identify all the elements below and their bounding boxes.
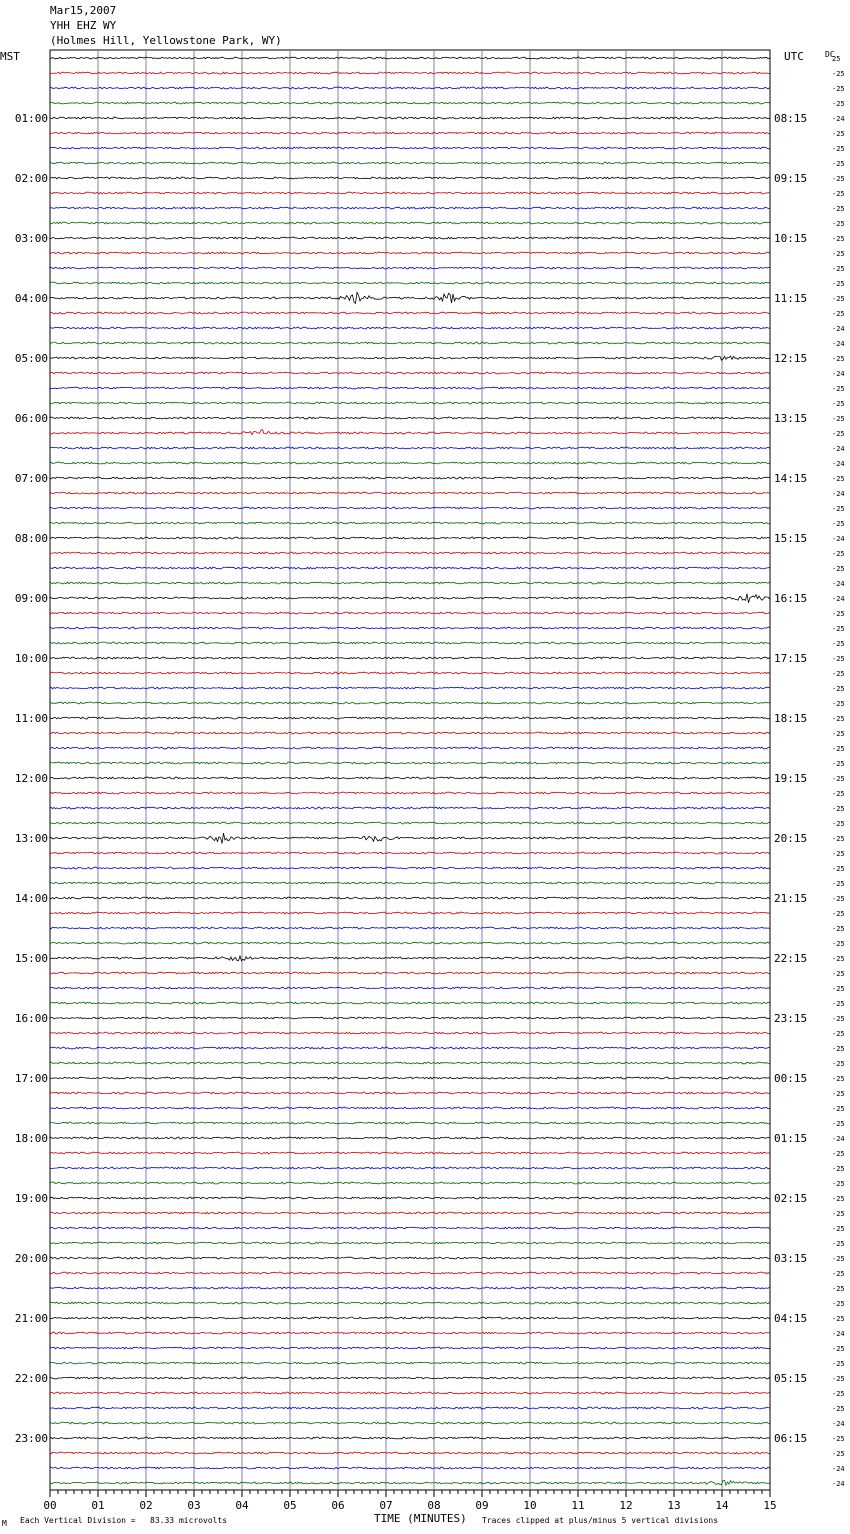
dc-offset-label: -25 [832,355,845,363]
trace-row [50,1467,770,1469]
dc-offset-label: -25 [832,745,845,753]
trace-row [50,147,770,149]
dc-offset-label: -24 [832,580,845,588]
x-tick-label: 01 [91,1499,105,1512]
trace-row [50,162,770,164]
trace-row [50,747,770,749]
x-tick-label: 13 [667,1499,681,1512]
hour-label-right: 20:15 [774,832,808,845]
hour-label-left: 14:00 [14,892,48,905]
dc-offset-label: -25 [832,850,845,858]
x-tick-label: 12 [619,1499,633,1512]
dc-offset-label: -25 [832,880,845,888]
dc-offset-label: -25 [832,70,845,78]
dc-offset-label: -25 [832,520,845,528]
trace-row [50,522,770,524]
hour-label-left: 02:00 [14,172,48,185]
x-tick-label: 00 [43,1499,57,1512]
dc-offset-label: -25 [832,685,845,693]
dc-offset-label: -25 [832,1210,845,1218]
trace-row [50,987,770,989]
dc-offset-label: -25 [832,985,845,993]
dc-offset-label: -24 [832,1420,845,1428]
hour-label-left: 13:00 [14,832,48,845]
dc-offset-label: -24 [832,1135,845,1143]
trace-row [50,57,770,59]
hour-label-left: 16:00 [14,1012,48,1025]
dc-offset-label: -25 [832,1255,845,1263]
trace-row [50,402,770,404]
dc-offset-label: -25 [832,760,845,768]
x-tick-label: 05 [283,1499,297,1512]
hour-label-left: 20:00 [14,1252,48,1265]
trace-row [50,1480,770,1485]
trace-row [50,956,770,961]
dc-offset-label: -25 [832,1285,845,1293]
dc-offset-label: -25 [832,955,845,963]
hour-label-left: 05:00 [14,352,48,365]
hour-label-right: 05:15 [774,1372,808,1385]
x-tick-label: 04 [235,1499,249,1512]
dc-offset-label: -25 [832,280,845,288]
dc-offset-label: -25 [832,910,845,918]
trace-row [50,207,770,209]
dc-offset-label: -25 [832,820,845,828]
hour-label-left: 15:00 [14,952,48,965]
dc-offset-label: -24 [832,490,845,498]
x-tick-label: 14 [715,1499,729,1512]
dc-offset-label: -25 [832,100,845,108]
dc-offset-label: -25 [832,1120,845,1128]
dc-offset-label: -25 [832,1075,845,1083]
trace-row [50,1362,770,1364]
dc-offset-label: -25 [832,1090,845,1098]
hour-label-right: 08:15 [774,112,808,125]
dc-offset-label: -24 [832,340,845,348]
hour-label-right: 06:15 [774,1432,808,1445]
trace-row [50,477,770,479]
hour-label-left: 23:00 [14,1432,48,1445]
trace-row [50,1167,770,1169]
trace-row [50,594,770,603]
dc-offset-label: -25 [832,865,845,873]
trace-row [50,1422,770,1424]
hour-label-left: 22:00 [14,1372,48,1385]
hour-label-right: 01:15 [774,1132,808,1145]
dc-offset-label: -25 [832,1315,845,1323]
trace-row [50,1227,770,1229]
trace-row [50,356,770,360]
dc-offset-label: -25 [832,400,845,408]
trace-row [50,132,770,134]
dc-offset-label: -24 [832,460,845,468]
x-tick-label: 09 [475,1499,489,1512]
hour-label-left: 09:00 [14,592,48,605]
trace-row [50,117,770,119]
x-tick-label: 10 [523,1499,537,1512]
trace-row [50,1332,770,1334]
dc-offset-label: -25 [832,1105,845,1113]
hour-label-left: 04:00 [14,292,48,305]
dc-offset-label: -25 [832,1240,845,1248]
dc-offset-label: -25 [832,670,845,678]
trace-row [50,1287,770,1289]
trace-row [50,1122,770,1124]
trace-row [50,537,770,539]
trace-row [50,642,770,644]
dc-offset-label: -25 [832,1000,845,1008]
trace-row [50,833,770,843]
trace-row [50,1182,770,1184]
hour-label-left: 07:00 [14,472,48,485]
trace-row [50,1212,770,1214]
hour-label-right: 16:15 [774,592,808,605]
dc-offset-label: -25 [832,700,845,708]
dc-offset-label: -25 [832,1165,845,1173]
dc-offset-label: -24 [832,115,845,123]
trace-row [50,1137,770,1139]
dc-offset-label: -25 [832,265,845,273]
dc-offset-label: -25 [832,655,845,663]
dc-offset-label: -25 [832,85,845,93]
trace-row [50,972,770,974]
dc-offset-label: -25 [832,235,845,243]
right-timezone-label: UTC [784,50,804,63]
dc-offset-label: -24 [832,535,845,543]
clip-note: Traces clipped at plus/minus 5 vertical divisions [482,1516,719,1525]
hour-label-right: 03:15 [774,1252,808,1265]
trace-row [50,1407,770,1409]
x-tick-label: 08 [427,1499,441,1512]
dc-offset-label: -25 [832,1195,845,1203]
dc-offset-label: -25 [832,835,845,843]
trace-row [50,507,770,509]
hour-label-right: 17:15 [774,652,808,665]
trace-row [50,897,770,899]
dc-offset-label: -25 [832,1375,845,1383]
hour-label-right: 23:15 [774,1012,808,1025]
x-tick-label: 11 [571,1499,585,1512]
dc-offset-label: -24 [832,445,845,453]
trace-row [50,177,770,179]
dc-offset-label: -25 [832,1225,845,1233]
dc-offset-label: -25 [832,415,845,423]
x-tick-label: 15 [763,1499,777,1512]
trace-row [50,627,770,629]
dc-label: DC [825,50,835,59]
trace-row [50,327,770,329]
hour-label-right: 14:15 [774,472,808,485]
trace-row [50,492,770,494]
trace-row [50,292,770,303]
dc-offset-label: -25 [832,805,845,813]
hour-label-right: 04:15 [774,1312,808,1325]
trace-row [50,372,770,374]
trace-row [50,657,770,659]
hour-label-left: 11:00 [14,712,48,725]
dc-offset-label: -25 [832,430,845,438]
trace-row [50,807,770,809]
dc-offset-label: -25 [832,1435,845,1443]
trace-row [50,702,770,704]
dc-offset-label: -25 [832,1150,845,1158]
hour-label-left: 19:00 [14,1192,48,1205]
hour-label-right: 13:15 [774,412,808,425]
trace-row [50,1302,770,1304]
dc-offset-label: -25 [832,625,845,633]
x-tick-label: 06 [331,1499,345,1512]
dc-offset-label: -25 [832,790,845,798]
dc-offset-label: -25 [832,250,845,258]
trace-row [50,102,770,104]
location-label: (Holmes Hill, Yellowstone Park, WY) [50,34,282,47]
trace-row [50,1392,770,1394]
trace-row [50,72,770,74]
dc-offset-label: -25 [832,505,845,513]
hour-label-left: 08:00 [14,532,48,545]
dc-offset-label: -25 [832,1180,845,1188]
x-tick-label: 03 [187,1499,201,1512]
trace-row [50,222,770,224]
trace-row [50,1062,770,1064]
dc-offset-label: -25 [832,925,845,933]
trace-row [50,732,770,734]
hour-label-right: 00:15 [774,1072,808,1085]
trace-row [50,1452,770,1454]
plot-frame [50,50,770,1490]
trace-row [50,672,770,674]
dc-offset-label: -25 [832,775,845,783]
trace-row [50,912,770,914]
corner-mark: M [2,1519,7,1528]
trace-row [50,1317,770,1319]
dc-offset-label: -25 [832,970,845,978]
trace-row [50,252,770,254]
trace-row [50,582,770,584]
trace-row [50,1107,770,1109]
dc-offset-label: -25 [832,1345,845,1353]
trace-row [50,342,770,344]
trace-row [50,282,770,284]
dc-offset-label: -25 [832,895,845,903]
dc-offset-label: 25 [832,55,841,63]
trace-row [50,612,770,614]
dc-offset-label: -25 [832,145,845,153]
trace-row [50,1272,770,1274]
trace-row [50,687,770,689]
trace-row [50,822,770,824]
hour-label-right: 12:15 [774,352,808,365]
hour-label-right: 11:15 [774,292,808,305]
trace-row [50,462,770,464]
hour-label-left: 21:00 [14,1312,48,1325]
trace-row [50,312,770,314]
dc-offset-label: -25 [832,220,845,228]
hour-label-right: 10:15 [774,232,808,245]
dc-offset-label: -24 [832,325,845,333]
hour-label-left: 17:00 [14,1072,48,1085]
dc-offset-label: -25 [832,1060,845,1068]
dc-offset-label: -24 [832,1480,845,1488]
hour-label-right: 21:15 [774,892,808,905]
x-axis-title: TIME (MINUTES) [374,1512,467,1525]
hour-label-left: 01:00 [14,112,48,125]
dc-offset-label: -25 [832,1390,845,1398]
hour-label-right: 02:15 [774,1192,808,1205]
trace-row [50,942,770,944]
trace-row [50,777,770,779]
trace-row [50,1032,770,1034]
trace-row [50,1197,770,1199]
dc-offset-label: -25 [832,1450,845,1458]
date-label: Mar15,2007 [50,4,117,17]
left-timezone-label: MST [0,50,20,63]
dc-offset-label: -25 [832,310,845,318]
hour-label-right: 18:15 [774,712,808,725]
trace-row [50,192,770,194]
trace-row [50,1242,770,1244]
dc-offset-label: -25 [832,1270,845,1278]
dc-offset-label: -25 [832,205,845,213]
dc-offset-label: -25 [832,730,845,738]
dc-offset-label: -25 [832,565,845,573]
trace-row [50,430,770,435]
trace-row [50,1077,770,1079]
trace-row [50,237,770,239]
dc-offset-label: -25 [832,130,845,138]
dc-offset-label: -25 [832,295,845,303]
trace-row [50,1152,770,1154]
trace-row [50,447,770,449]
dc-offset-label: -25 [832,610,845,618]
trace-row [50,1257,770,1259]
dc-offset-label: -25 [832,1045,845,1053]
trace-row [50,552,770,554]
trace-row [50,867,770,869]
dc-offset-label: -25 [832,1030,845,1038]
x-tick-label: 02 [139,1499,153,1512]
trace-row [50,717,770,719]
trace-row [50,927,770,929]
dc-offset-label: -24 [832,1330,845,1338]
trace-row [50,1047,770,1049]
dc-offset-label: -25 [832,1360,845,1368]
hour-label-left: 10:00 [14,652,48,665]
dc-offset-label: -25 [832,1015,845,1023]
hour-label-right: 09:15 [774,172,808,185]
trace-row [50,762,770,764]
hour-label-right: 15:15 [774,532,808,545]
hour-label-right: 19:15 [774,772,808,785]
trace-row [50,882,770,884]
hour-label-left: 12:00 [14,772,48,785]
dc-offset-label: -25 [832,715,845,723]
trace-row [50,417,770,419]
dc-offset-label: -25 [832,475,845,483]
dc-offset-label: -24 [832,1465,845,1473]
trace-row [50,792,770,794]
trace-row [50,87,770,89]
dc-offset-label: -24 [832,370,845,378]
dc-offset-label: -25 [832,940,845,948]
trace-row [50,1347,770,1349]
x-tick-label: 07 [379,1499,393,1512]
dc-offset-label: -25 [832,175,845,183]
trace-row [50,567,770,569]
trace-row [50,267,770,269]
hour-label-right: 22:15 [774,952,808,965]
hour-label-left: 18:00 [14,1132,48,1145]
hour-label-left: 03:00 [14,232,48,245]
dc-offset-label: -25 [832,640,845,648]
trace-row [50,852,770,854]
dc-offset-label: -25 [832,1405,845,1413]
trace-row [50,1017,770,1019]
dc-offset-label: -25 [832,190,845,198]
station-label: YHH EHZ WY [50,19,117,32]
dc-offset-label: -25 [832,550,845,558]
dc-offset-label: -25 [832,385,845,393]
trace-row [50,1002,770,1004]
trace-row [50,1377,770,1379]
trace-row [50,1437,770,1439]
dc-offset-label: -24 [832,595,845,603]
hour-label-left: 06:00 [14,412,48,425]
scale-note: Each Vertical Division = 83.33 microvolts [20,1516,228,1525]
trace-row [50,1092,770,1094]
trace-row [50,387,770,389]
dc-offset-label: -25 [832,1300,845,1308]
dc-offset-label: -25 [832,160,845,168]
